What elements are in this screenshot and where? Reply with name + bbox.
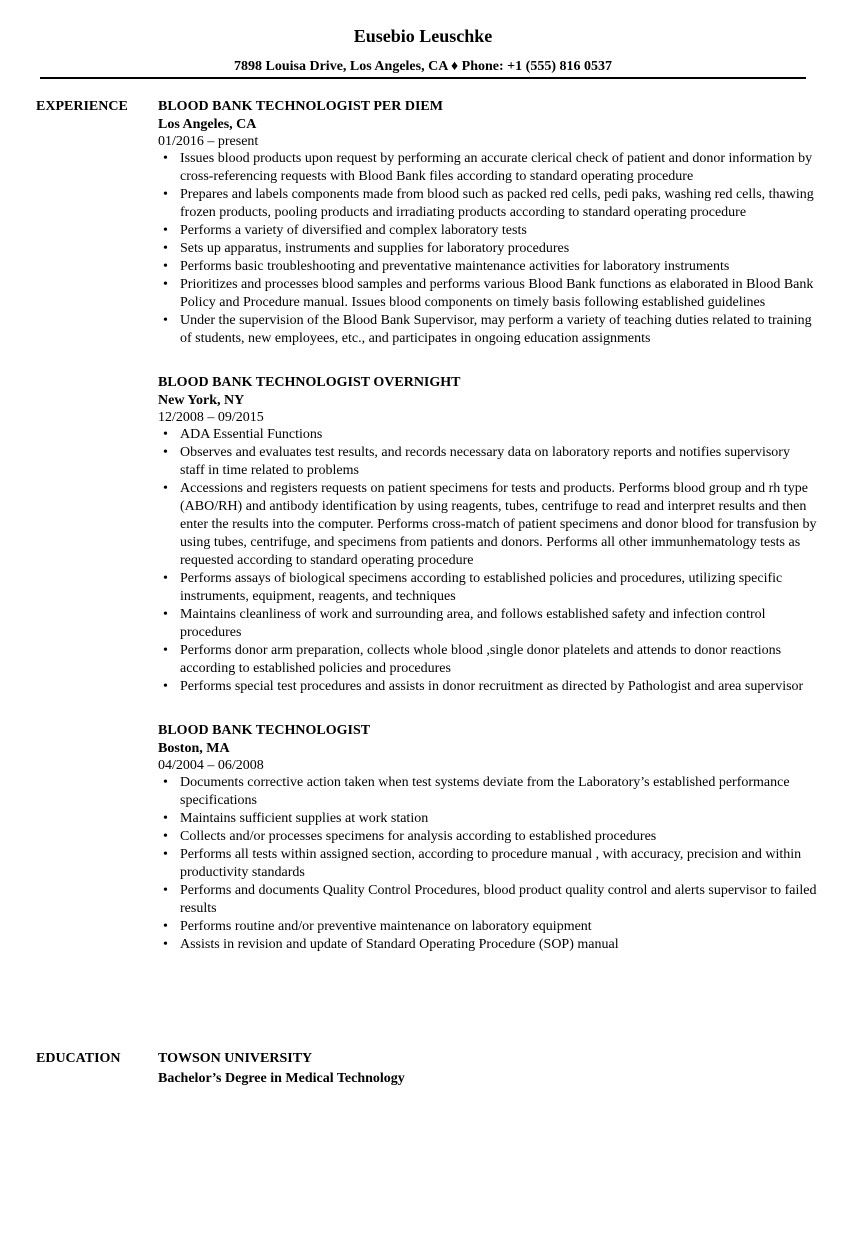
duty-item: • Performs special test procedures and assists in donor recruitment as directed by Pathologist and area supervisor — [158, 678, 818, 696]
duty-item: • Performs donor arm preparation, collects whole blood ,single donor platelets and attends to donor reactions according to established policies and procedures — [158, 642, 818, 678]
degree-name: Bachelor’s Degree in Medical Technology — [158, 1071, 405, 1086]
experience-section — [158, 98, 818, 954]
contact-line: 7898 Louisa Drive, Los Angeles, CA ♦ Phone: +1 (555) 816 0537 — [234, 59, 612, 74]
job-entry — [158, 98, 818, 348]
education-section — [158, 1050, 818, 1090]
job-duties-list — [158, 426, 818, 696]
duty-item: • Sets up apparatus, instruments and supplies for laboratory procedures — [158, 240, 818, 258]
job-duties-list — [158, 774, 818, 954]
duty-item: • Collects and/or processes specimens for analysis according to established procedures — [158, 828, 818, 846]
job-location: New York, NY — [158, 393, 245, 408]
experience-heading: EXPERIENCE — [36, 99, 128, 114]
duty-item: • Prioritizes and processes blood samples and performs various Blood Bank functions as elaborated in Blood Bank Policy and Procedure manual. Issues blood components on timely basis following established guidelines — [158, 276, 818, 312]
duty-item: • Performs basic troubleshooting and preventative maintenance activities for laboratory instruments — [158, 258, 818, 276]
duty-item: • Prepares and labels components made from blood such as packed red cells, pedi paks, washing red cells, thawing frozen products, pooling products and irradiating products according to standard operating procedure — [158, 186, 818, 222]
duty-item: • Performs a variety of diversified and complex laboratory tests — [158, 222, 818, 240]
job-title: BLOOD BANK TECHNOLOGIST PER DIEM — [158, 99, 443, 114]
header-divider — [40, 77, 806, 79]
job-title: BLOOD BANK TECHNOLOGIST OVERNIGHT — [158, 375, 461, 390]
duty-item: • Performs all tests within assigned section, according to procedure manual , with accuracy, precision and within productivity standards — [158, 846, 818, 882]
education-heading: EDUCATION — [36, 1051, 121, 1066]
job-title: BLOOD BANK TECHNOLOGIST — [158, 723, 371, 738]
duty-item: • Documents corrective action taken when test systems deviate from the Laboratory’s established performance specifications — [158, 774, 818, 810]
duty-item: • Maintains cleanliness of work and surrounding area, and follows established safety and infection control procedures — [158, 606, 818, 642]
job-entry — [158, 722, 818, 954]
job-entry — [158, 374, 818, 696]
job-dates: 12/2008 – 09/2015 — [158, 410, 264, 425]
duty-item: • Performs and documents Quality Control Procedures, blood product quality control and alerts supervisor to failed results — [158, 882, 818, 918]
job-dates: 04/2004 – 06/2008 — [158, 758, 264, 773]
candidate-name: Eusebio Leuschke — [353, 26, 493, 46]
duty-item: • Observes and evaluates test results, and records necessary data on laboratory reports and notifies supervisory staff in time related to problems — [158, 444, 818, 480]
school-name: TOWSON UNIVERSITY — [158, 1051, 313, 1066]
duty-item: • ADA Essential Functions — [158, 426, 818, 444]
job-location: Boston, MA — [158, 741, 230, 756]
duty-item: • Maintains sufficient supplies at work station — [158, 810, 818, 828]
duty-item: • Performs routine and/or preventive maintenance on laboratory equipment — [158, 918, 818, 936]
job-dates: 01/2016 – present — [158, 134, 259, 149]
duty-item: • Performs assays of biological specimens according to established policies and procedures, utilizing specific instruments, equipment, reagents, and techniques — [158, 570, 818, 606]
duty-item: • Under the supervision of the Blood Bank Supervisor, may perform a variety of teaching duties related to training of students, new employees, etc., and participates in ongoing education assignments — [158, 312, 818, 348]
job-duties-list — [158, 150, 818, 348]
duty-item: • Assists in revision and update of Standard Operating Procedure (SOP) manual — [158, 936, 818, 954]
duty-item: • Issues blood products upon request by performing an accurate clerical check of patient and donor information by cross-referencing requests with Blood Bank files according to standard operating procedure — [158, 150, 818, 186]
job-location: Los Angeles, CA — [158, 117, 257, 132]
duty-item: • Accessions and registers requests on patient specimens for tests and products. Performs blood group and rh type (ABO/RH) and antibody identification by using reagents, tubes, centrifuge to read and interpret results and then enter the results into the computer. Performs cross-match of patient specimens and donor blood for transfusion by using tubes, centrifuge, and specimens from patients and donors. Performs all other immunhematology tests as requested according to standard operating procedure — [158, 480, 818, 570]
